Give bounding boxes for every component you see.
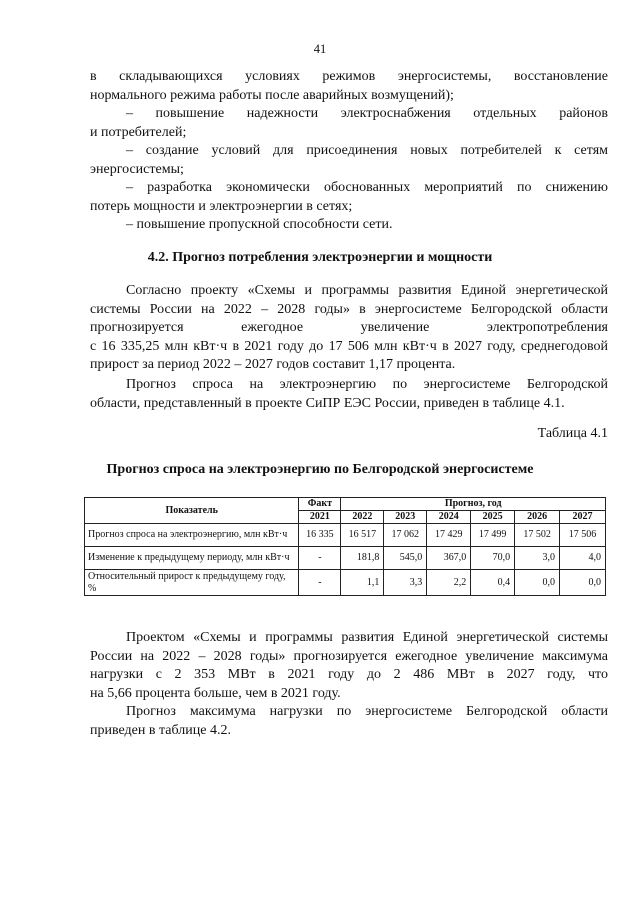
table-label: Таблица 4.1 bbox=[537, 426, 608, 441]
table-cell: 1,1 bbox=[341, 570, 384, 596]
text-line: энергосистемы; bbox=[90, 161, 184, 177]
text-line: прогнозируется ежегодное увеличение электропотребления bbox=[90, 320, 608, 335]
table-cell: 16 335 bbox=[299, 524, 341, 547]
row-label: Прогноз спроса на электроэнергию, млн кВт·ч bbox=[85, 524, 299, 547]
text-line: потерь мощности и электроэнергии в сетях; bbox=[90, 198, 353, 214]
text-line: с 16 335,25 млн кВт·ч в 2021 году до 17 506 млн кВт·ч в 2027 году, среднегодовой bbox=[90, 338, 608, 354]
table-cell: 367,0 bbox=[427, 547, 471, 570]
text-line: Согласно проекту «Схемы и программы развития Единой энергетической bbox=[126, 283, 608, 298]
paragraph-1 bbox=[90, 282, 608, 375]
text-line: Прогноз спроса на электроэнергию по энергосистеме Белгородской bbox=[126, 377, 608, 392]
text-line: области, представленный в проекте СиПР ЕЭС России, приведен в таблице 4.1. bbox=[90, 395, 565, 411]
section-heading: 4.2. Прогноз потребления электроэнергии и мощности bbox=[147, 250, 493, 265]
text-line: прирост за период 2022 – 2027 годов составит 1,17 процента. bbox=[90, 357, 456, 372]
text-line: на 5,66 процента больше, чем в 2021 году. bbox=[90, 685, 341, 701]
header-year: 2027 bbox=[560, 511, 606, 524]
table-cell: 0,0 bbox=[560, 570, 606, 596]
text-line: России на 2022 – 2028 годы» прогнозируется ежегодное увеличение максимума bbox=[90, 648, 608, 664]
header-indicator: Показатель bbox=[85, 498, 299, 524]
table-cell: 17 506 bbox=[560, 524, 606, 547]
table-cell: 3,3 bbox=[384, 570, 427, 596]
text-line: нормального режима работы после аварийных возмущений); bbox=[90, 87, 454, 103]
list-item: – повышение пропускной способности сети. bbox=[126, 217, 393, 232]
text-line: Проектом «Схемы и программы развития Единой энергетической системы bbox=[126, 630, 608, 645]
text-line: нагрузки с 2 353 МВт в 2021 году до 2 486 МВт в 2027 году, что bbox=[90, 667, 608, 682]
header-year: 2025 bbox=[471, 511, 515, 524]
table-cell: 181,8 bbox=[341, 547, 384, 570]
page-number: 41 bbox=[313, 42, 327, 56]
paragraph-2 bbox=[90, 376, 608, 413]
table-cell: - bbox=[299, 547, 341, 570]
table-row bbox=[85, 524, 606, 547]
paragraph-4 bbox=[90, 703, 608, 740]
text-line: приведен в таблице 4.2. bbox=[90, 722, 231, 738]
header-year: 2023 bbox=[384, 511, 427, 524]
demand-forecast-table bbox=[84, 497, 606, 596]
table-cell: 4,0 bbox=[560, 547, 606, 570]
table-cell: 17 429 bbox=[427, 524, 471, 547]
header-forecast: Прогноз, год bbox=[341, 498, 606, 511]
row-label: Изменение к предыдущему периоду, млн кВт·ч bbox=[85, 547, 299, 570]
header-fact: Факт bbox=[299, 498, 341, 511]
table-cell: 2,2 bbox=[427, 570, 471, 596]
table-row bbox=[85, 547, 606, 570]
paragraph-3 bbox=[90, 629, 608, 703]
text-line: Прогноз максимума нагрузки по энергосистеме Белгородской области bbox=[126, 704, 608, 719]
row-label: Относительный прирост к предыдущему году, % bbox=[85, 570, 299, 596]
table-cell: 17 502 bbox=[515, 524, 560, 547]
list-item: – разработка экономически обоснованных мероприятий по снижению bbox=[126, 180, 608, 195]
list-item: – повышение надежности электроснабжения отдельных районов bbox=[126, 106, 608, 121]
intro-list bbox=[90, 68, 608, 235]
list-item: – создание условий для присоединения новых потребителей к сетям bbox=[126, 143, 608, 158]
table-cell: 0,4 bbox=[471, 570, 515, 596]
text-line: в складывающихся условиях режимов энергосистемы, восстановление bbox=[90, 69, 608, 84]
header-year: 2026 bbox=[515, 511, 560, 524]
table-cell: 17 062 bbox=[384, 524, 427, 547]
table-cell: 0,0 bbox=[515, 570, 560, 596]
table-cell: - bbox=[299, 570, 341, 596]
text-line: и потребителей; bbox=[90, 124, 187, 140]
table-cell: 16 517 bbox=[341, 524, 384, 547]
table-title: Прогноз спроса на электроэнергию по Белгородской энергосистеме bbox=[106, 462, 534, 477]
header-year: 2021 bbox=[299, 511, 341, 524]
table-cell: 3,0 bbox=[515, 547, 560, 570]
table-row bbox=[85, 570, 606, 596]
table-header-row bbox=[85, 498, 606, 511]
text-line: системы России на 2022 – 2028 годы» в энергосистеме Белгородской области bbox=[90, 301, 608, 317]
header-year: 2024 bbox=[427, 511, 471, 524]
table-cell: 17 499 bbox=[471, 524, 515, 547]
table-cell: 545,0 bbox=[384, 547, 427, 570]
table-cell: 70,0 bbox=[471, 547, 515, 570]
header-year: 2022 bbox=[341, 511, 384, 524]
